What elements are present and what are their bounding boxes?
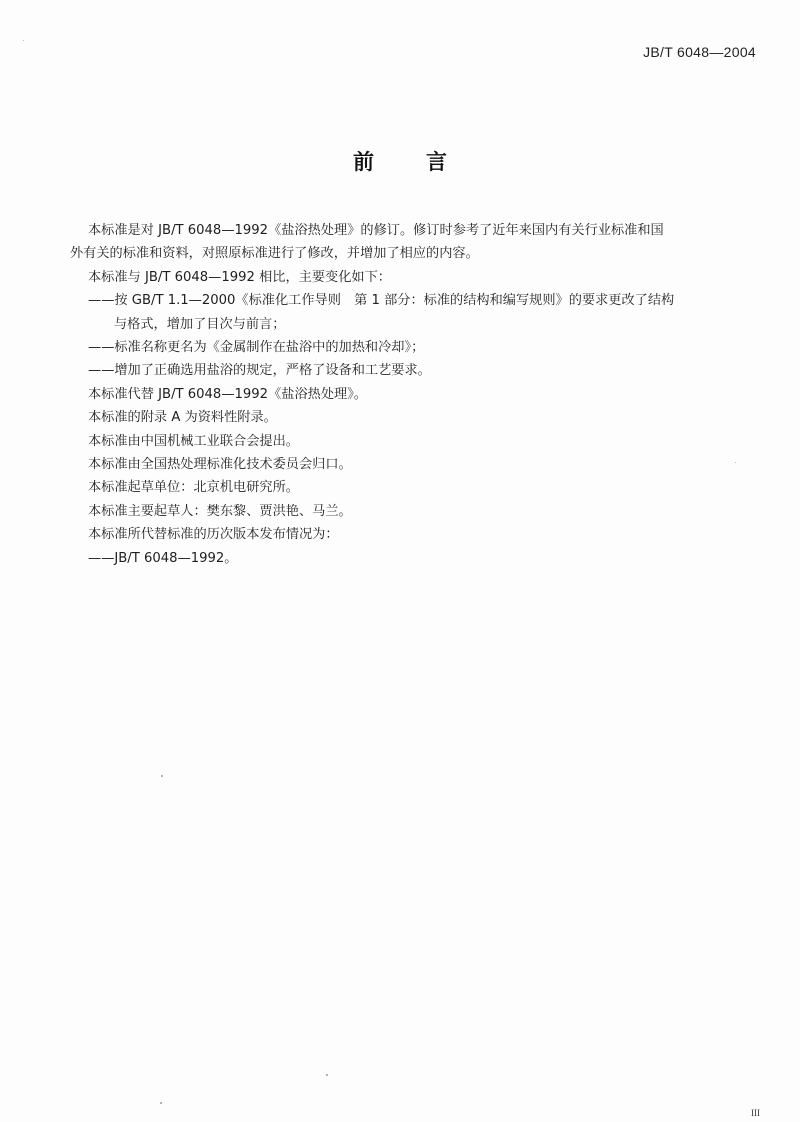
page-number: III bbox=[751, 1108, 760, 1118]
scan-speck bbox=[160, 1102, 162, 1104]
scan-speck bbox=[161, 775, 163, 777]
paragraph-managed-by: 本标准由全国热处理标准化技术委员会归口。 bbox=[88, 457, 352, 473]
paragraph-revision-line-1: 本标准是对 JB/T 6048—1992《盐浴热处理》的修订。修订时参考了近年来国内有关行业标准和国 bbox=[88, 223, 664, 238]
paragraph-proposed-by: 本标准由中国机械工业联合会提出。 bbox=[88, 433, 299, 449]
scan-speck bbox=[735, 462, 736, 463]
paragraph-history-intro: 本标准所代替标准的历次版本发布情况为： bbox=[88, 527, 339, 543]
foreword-body bbox=[70, 219, 766, 570]
title-char-1: 前 bbox=[353, 150, 374, 174]
paragraph-revision-line-2: 外有关的标准和资料，对照原标准进行了修改，并增加了相应的内容。 bbox=[70, 246, 479, 262]
paragraph-annex: 本标准的附录 A 为资料性附录。 bbox=[88, 410, 277, 426]
list-item-structure-line-2: 与格式，增加了目次与前言； bbox=[114, 316, 286, 332]
list-item-history: ——JB/T 6048—1992。 bbox=[88, 550, 238, 566]
title-char-2: 言 bbox=[426, 150, 447, 174]
scan-speck bbox=[23, 40, 24, 41]
list-item-title-change: ——标准名称更名为《金属制作在盐浴中的加热和冷却》； bbox=[88, 340, 425, 356]
list-item-requirements: ——增加了正确选用盐浴的规定，严格了设备和工艺要求。 bbox=[88, 363, 431, 379]
paragraph-replaces: 本标准代替 JB/T 6048—1992《盐浴热处理》。 bbox=[88, 386, 367, 402]
page-title bbox=[0, 146, 800, 176]
scan-speck bbox=[326, 1074, 328, 1076]
standard-code-header: JB/T 6048—2004 bbox=[643, 44, 756, 60]
list-item-structure-line-1: ——按 GB/T 1.1—2000《标准化工作导则 第 1 部分：标准的结构和编写规则》的要求更改了结构 bbox=[88, 293, 675, 309]
paragraph-changes-intro: 本标准与 JB/T 6048—1992 相比，主要变化如下： bbox=[88, 269, 391, 285]
paragraph-drafters: 本标准主要起草人：樊东黎、贾洪艳、马兰。 bbox=[88, 503, 352, 519]
paragraph-drafting-unit: 本标准起草单位：北京机电研究所。 bbox=[88, 480, 299, 496]
